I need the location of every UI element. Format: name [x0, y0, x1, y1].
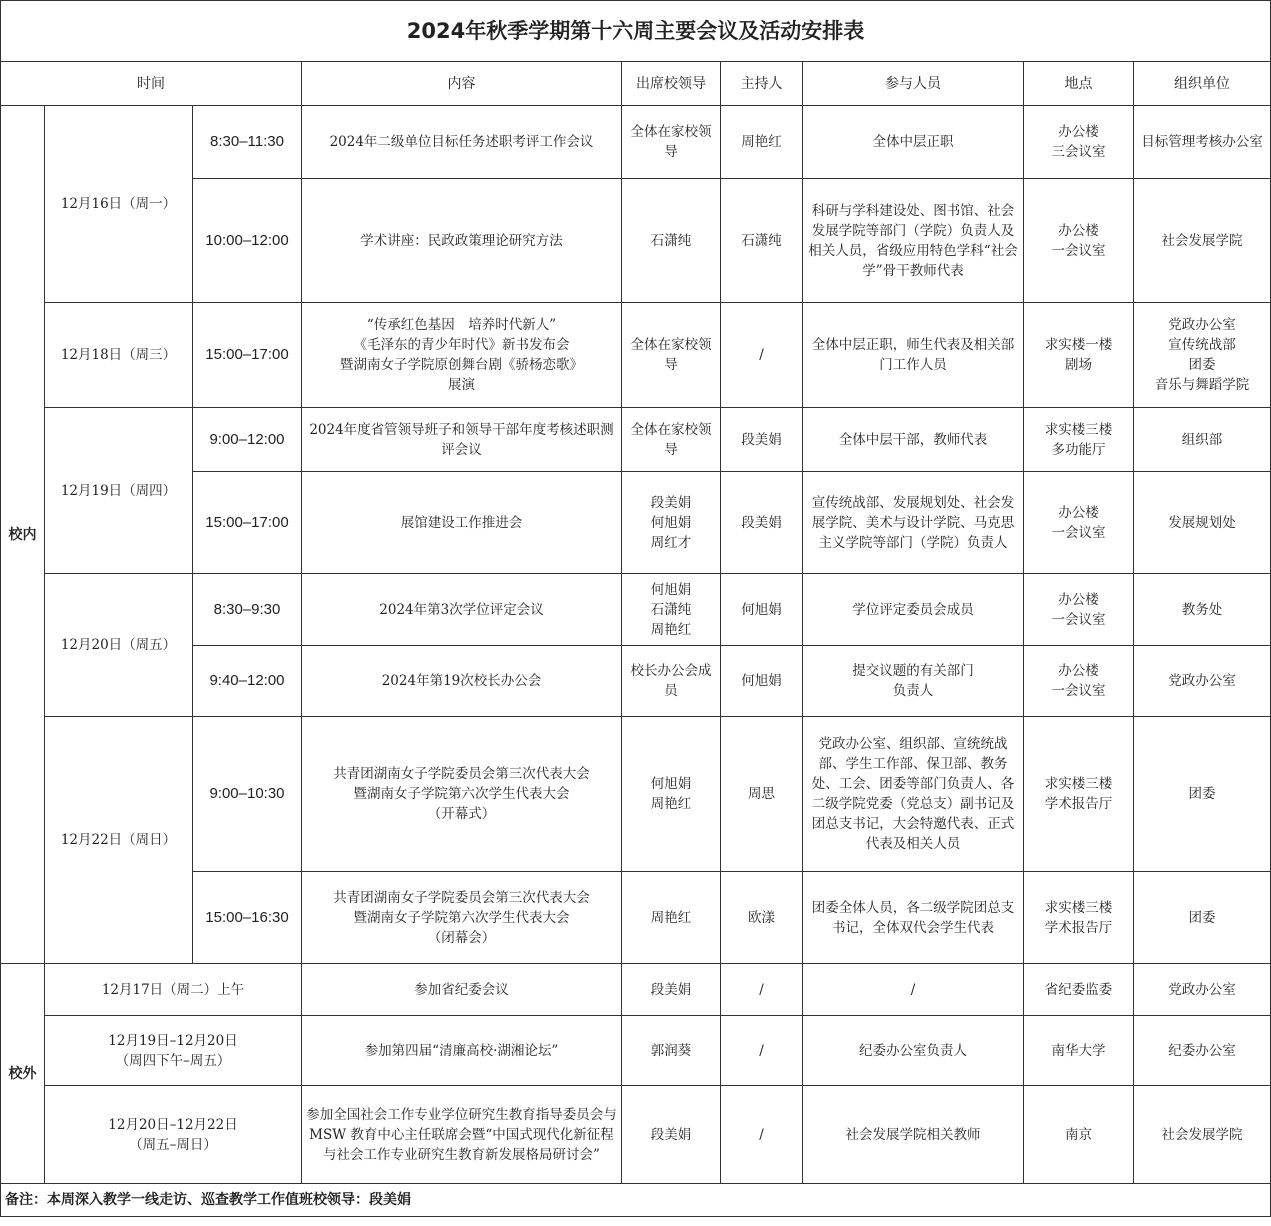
time-cell: 12月17日（周二）上午 — [45, 964, 302, 1016]
organizer-cell: 党政办公室 — [1134, 646, 1271, 717]
content-cell: 2024年第3次学位评定会议 — [302, 574, 622, 646]
participants-cell: 团委全体人员，各二级学院团总支书记，全体双代会学生代表 — [803, 872, 1024, 964]
organizer-cell: 党政办公室 宣传统战部 团委 音乐与舞蹈学院 — [1134, 303, 1271, 408]
header-row — [1, 62, 1271, 106]
time-cell: 10:00–12:00 — [193, 179, 302, 303]
title-row — [1, 1, 1271, 62]
time-cell: 9:40–12:00 — [193, 646, 302, 717]
table-row — [1, 574, 1271, 646]
content-cell: 2024年第19次校长办公会 — [302, 646, 622, 717]
location-cell: 办公楼 一会议室 — [1024, 179, 1134, 303]
host-cell: / — [721, 1016, 803, 1086]
location-cell: 求实楼三楼 学术报告厅 — [1024, 872, 1134, 964]
participants-cell: 科研与学科建设处、图书馆、社会发展学院等部门（学院）负责人及相关人员，省级应用特色学科“社会学”骨干教师代表 — [803, 179, 1024, 303]
location-cell: 求实楼三楼 学术报告厅 — [1024, 717, 1134, 872]
participants-cell: / — [803, 964, 1024, 1016]
participants-cell: 纪委办公室负责人 — [803, 1016, 1024, 1086]
host-cell: / — [721, 964, 803, 1016]
leader-cell: 何旭娟 周艳红 — [622, 717, 721, 872]
participants-cell: 宣传统战部、发展规划处、社会发展学院、美术与设计学院、马克思主义学院等部门（学院）负责人 — [803, 472, 1024, 574]
host-cell: 周艳红 — [721, 106, 803, 179]
participants-cell: 提交议题的有关部门 负责人 — [803, 646, 1024, 717]
organizer-cell: 纪委办公室 — [1134, 1016, 1271, 1086]
participants-cell: 全体中层干部，教师代表 — [803, 408, 1024, 472]
header-host: 主持人 — [721, 62, 803, 106]
leader-cell: 校长办公会成员 — [622, 646, 721, 717]
content-cell: “传承红色基因 培养时代新人” 《毛泽东的青少年时代》新书发布会 暨湖南女子学院原创舞台剧《骄杨恋歌》 展演 — [302, 303, 622, 408]
table-row — [1, 408, 1271, 472]
location-cell: 办公楼 三会议室 — [1024, 106, 1134, 179]
location-cell: 求实楼一楼 剧场 — [1024, 303, 1134, 408]
header-leader: 出席校领导 — [622, 62, 721, 106]
date-cell: 12月22日（周日） — [45, 717, 193, 964]
time-cell: 12月19日–12月20日 （周四下午–周五） — [45, 1016, 302, 1086]
leader-cell: 周艳红 — [622, 872, 721, 964]
content-cell: 共青团湖南女子学院委员会第三次代表大会 暨湖南女子学院第六次学生代表大会 （开幕式） — [302, 717, 622, 872]
leader-cell: 段美娟 何旭娟 周红才 — [622, 472, 721, 574]
header-location: 地点 — [1024, 62, 1134, 106]
header-organizer: 组织单位 — [1134, 62, 1271, 106]
table-row — [1, 964, 1271, 1016]
content-cell: 2024年度省管领导班子和领导干部年度考核述职测评会议 — [302, 408, 622, 472]
location-cell: 省纪委监委 — [1024, 964, 1134, 1016]
leader-cell: 全体在家校领导 — [622, 303, 721, 408]
participants-cell: 学位评定委员会成员 — [803, 574, 1024, 646]
content-cell: 参加全国社会工作专业学位研究生教育指导委员会与 MSW 教育中心主任联席会暨“中国式现代化新征程与社会工作专业研究生教育新发展格局研讨会” — [302, 1086, 622, 1184]
time-cell: 9:00–12:00 — [193, 408, 302, 472]
scope-external: 校外 — [1, 964, 45, 1184]
host-cell: / — [721, 1086, 803, 1184]
header-content: 内容 — [302, 62, 622, 106]
location-cell: 求实楼三楼 多功能厅 — [1024, 408, 1134, 472]
date-cell: 12月19日（周四） — [45, 408, 193, 574]
host-cell: / — [721, 303, 803, 408]
content-cell: 参加省纪委会议 — [302, 964, 622, 1016]
time-cell: 15:00–17:00 — [193, 472, 302, 574]
leader-cell: 郭润葵 — [622, 1016, 721, 1086]
table-row — [1, 1016, 1271, 1086]
scope-internal: 校内 — [1, 106, 45, 964]
time-cell: 12月20日–12月22日 （周五–周日） — [45, 1086, 302, 1184]
location-cell: 办公楼 一会议室 — [1024, 472, 1134, 574]
host-cell: 周思 — [721, 717, 803, 872]
organizer-cell: 发展规划处 — [1134, 472, 1271, 574]
table-row — [1, 717, 1271, 872]
location-cell: 办公楼 一会议室 — [1024, 574, 1134, 646]
page-title: 2024年秋季学期第十六周主要会议及活动安排表 — [1, 1, 1271, 62]
header-participants: 参与人员 — [803, 62, 1024, 106]
host-cell: 欧漾 — [721, 872, 803, 964]
host-cell: 段美娟 — [721, 472, 803, 574]
host-cell: 何旭娟 — [721, 574, 803, 646]
location-cell: 南京 — [1024, 1086, 1134, 1184]
leader-cell: 石潇纯 — [622, 179, 721, 303]
note-row — [1, 1184, 1271, 1217]
organizer-cell: 社会发展学院 — [1134, 179, 1271, 303]
participants-cell: 党政办公室、组织部、宣统统战部、学生工作部、保卫部、教务处、工会、团委等部门负责人、各二级学院党委（党总支）副书记及团总支书记，大会特邀代表、正式代表及相关人员 — [803, 717, 1024, 872]
time-cell: 9:00–10:30 — [193, 717, 302, 872]
organizer-cell: 社会发展学院 — [1134, 1086, 1271, 1184]
content-cell: 展馆建设工作推进会 — [302, 472, 622, 574]
leader-cell: 何旭娟 石潇纯 周艳红 — [622, 574, 721, 646]
content-cell: 参加第四届“清廉高校·湖湘论坛” — [302, 1016, 622, 1086]
time-cell: 8:30–11:30 — [193, 106, 302, 179]
participants-cell: 全体中层正职 — [803, 106, 1024, 179]
organizer-cell: 团委 — [1134, 872, 1271, 964]
time-cell: 15:00–16:30 — [193, 872, 302, 964]
organizer-cell: 目标管理考核办公室 — [1134, 106, 1271, 179]
time-cell: 8:30–9:30 — [193, 574, 302, 646]
time-cell: 15:00–17:00 — [193, 303, 302, 408]
content-cell: 学术讲座：民政政策理论研究方法 — [302, 179, 622, 303]
host-cell: 段美娟 — [721, 408, 803, 472]
footnote: 备注：本周深入教学一线走访、巡查教学工作值班校领导：段美娟 — [1, 1184, 1271, 1217]
host-cell: 何旭娟 — [721, 646, 803, 717]
host-cell: 石潇纯 — [721, 179, 803, 303]
participants-cell: 全体中层正职，师生代表及相关部门工作人员 — [803, 303, 1024, 408]
date-cell: 12月20日（周五） — [45, 574, 193, 717]
date-cell: 12月18日（周三） — [45, 303, 193, 408]
table-row — [1, 1086, 1271, 1184]
organizer-cell: 教务处 — [1134, 574, 1271, 646]
organizer-cell: 组织部 — [1134, 408, 1271, 472]
organizer-cell: 党政办公室 — [1134, 964, 1271, 1016]
table-row — [1, 303, 1271, 408]
leader-cell: 段美娟 — [622, 964, 721, 1016]
content-cell: 共青团湖南女子学院委员会第三次代表大会 暨湖南女子学院第六次学生代表大会 （闭幕会） — [302, 872, 622, 964]
content-cell: 2024年二级单位目标任务述职考评工作会议 — [302, 106, 622, 179]
leader-cell: 段美娟 — [622, 1086, 721, 1184]
organizer-cell: 团委 — [1134, 717, 1271, 872]
table-row — [1, 106, 1271, 179]
header-time: 时间 — [1, 62, 302, 106]
location-cell: 办公楼 一会议室 — [1024, 646, 1134, 717]
participants-cell: 社会发展学院相关教师 — [803, 1086, 1024, 1184]
location-cell: 南华大学 — [1024, 1016, 1134, 1086]
date-cell: 12月16日（周一） — [45, 106, 193, 303]
leader-cell: 全体在家校领导 — [622, 408, 721, 472]
leader-cell: 全体在家校领导 — [622, 106, 721, 179]
